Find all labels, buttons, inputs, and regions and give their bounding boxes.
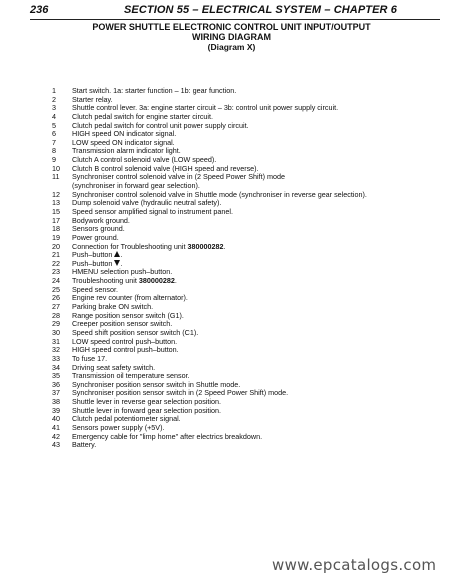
legend-item-number: 39	[52, 405, 60, 415]
legend-item-label: Emergency cable for "limp home" after electrics breakdown.	[72, 431, 263, 441]
legend-item-number: 2	[52, 94, 56, 104]
legend-item-number: 36	[52, 379, 60, 389]
legend-item-label: Engine rev counter (from alternator).	[72, 293, 188, 303]
legend-item-label: HIGH speed ON indicator signal.	[72, 129, 177, 139]
legend-item-label: Sensors power supply (+5V).	[72, 422, 165, 432]
legend-item-label: Shuttle lever in reverse gear selection position.	[72, 397, 222, 407]
legend-item-label: Driving seat safety switch.	[72, 362, 156, 372]
legend-item-label: HIGH speed control push–button.	[72, 345, 179, 355]
legend-item-label: Clutch pedal potentiometer signal.	[72, 414, 181, 424]
legend-item-number: 4	[52, 111, 56, 121]
legend-item-label: Speed sensor.	[72, 284, 118, 294]
part-number: 380000282	[187, 241, 224, 251]
legend-item-label: Push–button	[72, 258, 113, 268]
legend-item-number: 9	[52, 155, 56, 165]
legend-item-label: Troubleshooting unit	[72, 276, 139, 286]
legend-item-label: Shuttle lever in forward gear selection position.	[72, 405, 222, 415]
legend-item-number: 17	[52, 215, 60, 225]
legend-item-text	[72, 225, 452, 234]
legend-item-punctuation: .	[223, 241, 226, 251]
legend-item-label: HMENU selection push–button.	[72, 267, 173, 277]
legend-item-number: 33	[52, 353, 60, 363]
legend-item-number: 34	[52, 362, 60, 372]
legend-item-label: (synchroniser in forward gear selection).	[72, 181, 200, 191]
page-header	[30, 4, 440, 20]
legend-item-label: Range position sensor switch (G1).	[72, 310, 184, 320]
legend-item-number: 23	[52, 267, 60, 277]
legend-item-text	[72, 277, 452, 286]
legend-item-number: 21	[52, 250, 60, 260]
legend-item-number: 11	[52, 172, 60, 182]
legend-item-number: 22	[52, 258, 60, 268]
legend-item-label: LOW speed control push–button.	[72, 336, 178, 346]
legend-item-label: Power ground.	[72, 232, 119, 242]
legend-item-number: 24	[52, 276, 60, 286]
legend-item-number: 25	[52, 284, 60, 294]
legend-item-number: 28	[52, 310, 60, 320]
legend-item-number: 13	[52, 198, 60, 208]
legend-item-text	[72, 346, 452, 355]
section-title: SECTION 55 – ELECTRICAL SYSTEM – CHAPTER 6	[124, 4, 397, 16]
legend-item-text	[72, 217, 452, 226]
legend-list	[52, 87, 452, 450]
legend-item-label: Synchroniser position sensor switch in (2 Speed Power Shift) mode.	[72, 388, 289, 398]
document-subtitle: WIRING DIAGRAM	[192, 32, 271, 42]
legend-item-number: 8	[52, 146, 56, 156]
legend-item-number: 27	[52, 302, 60, 312]
legend-item	[52, 441, 452, 450]
legend-item-number: 6	[52, 129, 56, 139]
legend-item-number: 7	[52, 137, 56, 147]
legend-item-label: Dump solenoid valve (hydraulic neutral safety).	[72, 198, 222, 208]
legend-item-number: 1	[52, 86, 56, 95]
legend-item-number: 10	[52, 163, 60, 173]
legend-item-label: Parking brake ON switch.	[72, 302, 154, 312]
legend-item-number: 31	[52, 336, 60, 346]
part-number: 380000282	[138, 276, 175, 286]
legend-item-number: 26	[52, 293, 60, 303]
legend-item-number: 5	[52, 120, 56, 130]
legend-item-label: Start switch. 1a: starter function – 1b: gear function.	[72, 86, 237, 95]
legend-item-label: Transmission oil temperature sensor.	[72, 371, 190, 381]
legend-item-number: 15	[52, 206, 60, 216]
legend-item	[52, 346, 452, 355]
legend-item-label: Starter relay.	[72, 94, 113, 104]
legend-item-label: LOW speed ON indicator signal.	[72, 137, 175, 147]
legend-item-number: 18	[52, 224, 60, 234]
document-title: POWER SHUTTLE ELECTRONIC CONTROL UNIT INPUT/OUTPUT	[92, 22, 371, 32]
legend-item-number: 38	[52, 397, 60, 407]
legend-item-label: Connection for Troubleshooting unit	[72, 241, 188, 251]
legend-item-number: 29	[52, 319, 60, 329]
legend-item-label: Synchroniser control solenoid valve in (2 Speed Power Shift) mode	[72, 172, 285, 182]
legend-item-label: Push–button	[72, 250, 113, 260]
legend-item-label: Clutch pedal switch for control unit power supply circuit.	[72, 120, 249, 130]
diagram-label: (Diagram X)	[207, 42, 256, 52]
legend-item-text	[72, 87, 452, 96]
legend-item-label: Battery.	[72, 440, 97, 450]
legend-item-text	[72, 251, 452, 260]
legend-item-label: Clutch pedal switch for engine starter circuit.	[72, 111, 214, 121]
legend-item-label: Clutch A control solenoid valve (LOW speed).	[72, 155, 217, 165]
legend-item-number: 3	[52, 103, 56, 113]
legend-item-text	[72, 441, 452, 450]
legend-item-label: To fuse 17.	[72, 353, 108, 363]
legend-item-number: 20	[52, 241, 60, 251]
legend-item-number: 19	[52, 232, 60, 242]
legend-item-label: Bodywork ground.	[72, 215, 130, 225]
legend-item-text	[72, 243, 452, 252]
legend-item-label: Speed shift position sensor switch (C1).	[72, 327, 199, 337]
legend-item-number: 40	[52, 414, 60, 424]
legend-item-label: Creeper position sensor switch.	[72, 319, 173, 329]
legend-item-punctuation: .	[120, 250, 123, 260]
legend-item-number: 32	[52, 345, 60, 355]
watermark: www.epcatalogs.com	[272, 556, 437, 574]
legend-item-label: Speed sensor amplified signal to instrument panel.	[72, 206, 234, 216]
legend-item-label: Sensors ground.	[72, 224, 125, 234]
legend-item-text	[72, 433, 452, 442]
legend-item-number: 41	[52, 422, 60, 432]
legend-item-number: 12	[52, 189, 60, 199]
legend-item-number: 30	[52, 327, 60, 337]
legend-item	[52, 433, 452, 442]
legend-item-punctuation: .	[174, 276, 177, 286]
legend-item-label: Synchroniser control solenoid valve in Shuttle mode (synchroniser in reverse gear selection).	[72, 189, 367, 199]
legend-item-label: Shuttle control lever. 3a: engine starter circuit – 3b: control unit power supply circuit.	[72, 103, 339, 113]
legend-item-number: 37	[52, 388, 60, 398]
legend-item-label: Transmission alarm indicator light.	[72, 146, 181, 156]
legend-item-label: Clutch B control solenoid valve (HIGH speed and reverse).	[72, 163, 259, 173]
legend-item-number: 35	[52, 371, 60, 381]
legend-item-number: 43	[52, 440, 60, 450]
legend-item-number: 42	[52, 431, 60, 441]
legend-item-punctuation: .	[120, 258, 123, 268]
page-number: 236	[30, 4, 49, 16]
legend-item-label: Synchroniser position sensor switch in Shuttle mode.	[72, 379, 241, 389]
